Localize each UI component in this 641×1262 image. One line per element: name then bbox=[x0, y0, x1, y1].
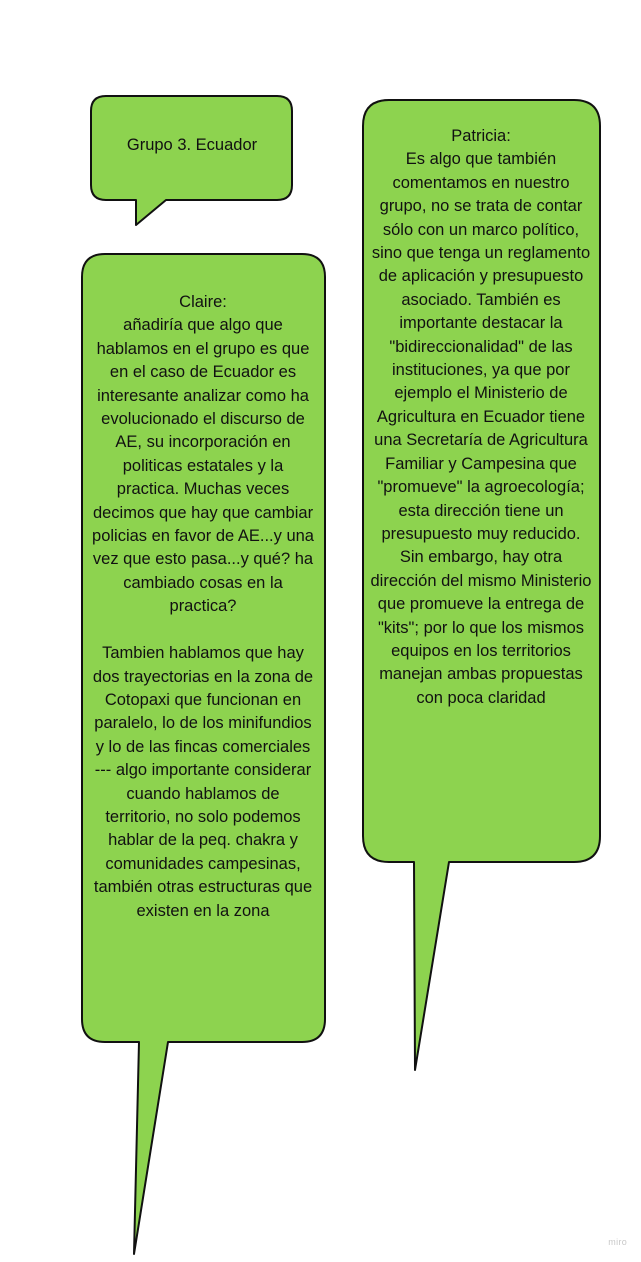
title-speech-bubble[interactable] bbox=[91, 96, 292, 225]
claire-bubble-text: Claire: añadiría que algo que hablamos en el grupo es que en el caso de Ecuador es interesante analizar como ha evolucionado el discurso de AE, su incorporación en politicas estatales y la practica. Muchas veces decimos que hay que cambiar policias en favor de AE...y una vez que esto pasa...y qué? ha cambiado cosas en la practica? Tambien hablamos que hay dos trayectorias en la zona de Cotopaxi que funcionan en paralelo, lo de los minifundios y lo de las fincas comerciales --- algo importante considerar cuando hablamos de territorio, no solo podemos hablar de la peq. chakra y comunidades campesinas, también otras estructuras que existen en la zona bbox=[92, 293, 314, 920]
patricia-bubble-text: Patricia: Es algo que también comentamos en nuestro grupo, no se trata de contar sólo con un marco político, sino que tenga un reglamento de aplicación y presupuesto asociado. También es importante destacar la "bidireccionalidad" de las instituciones, ya que por ejemplo el Ministerio de Agricultura en Ecuador tiene una Secretaría de Agricultura Familiar y Campesina que "promueve" la agroecología; esta dirección tiene un presupuesto muy reducido. Sin embargo, hay otra dirección del mismo Ministerio que promueve la entrega de "kits"; por lo que los mismos equipos en los territorios manejan ambas propuestas con poca claridad bbox=[370, 127, 592, 707]
miro-watermark: miro bbox=[608, 1237, 627, 1247]
title-bubble-text: Grupo 3. Ecuador bbox=[126, 136, 258, 154]
